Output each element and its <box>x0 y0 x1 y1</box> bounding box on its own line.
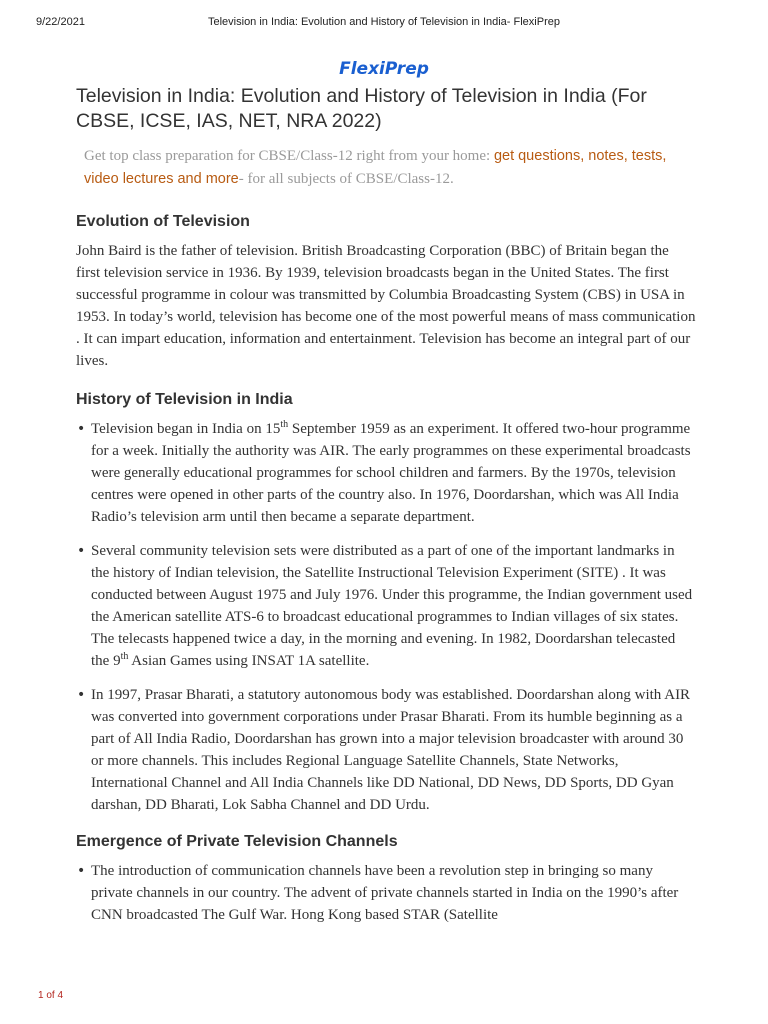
evolution-paragraph: John Baird is the father of television. British Broadcasting Corporation (BBC) of Britain began the first television service in 1936. By 1939, television broadcasts began in the United States. The first successful programme in colour was transmitted by Columbia Broadcasting System (CBS) in USA in 1953. In today’s world, television has become one of the most powerful means of mass communication . It can impart education, information and entertainment. Television has become an integral part of our lives. <box>76 243 696 369</box>
history-list <box>76 418 696 816</box>
heading-evolution: Evolution of Television <box>76 213 250 230</box>
bullet-icon: • <box>77 543 86 559</box>
brand-logo[interactable]: FlexiPrep <box>339 59 429 79</box>
private-bullet-1: The introduction of communication channels have been a revolution step in bringing so many private channels in our country. The advent of private channels started in India on the 1990’s after CNN broadcasted The Gulf War. Hong Kong based STAR (Satellite <box>91 863 679 923</box>
article-content <box>76 210 696 940</box>
history-bullet-1b: September 1959 as an experiment. It offered two-hour programme for a week. Initially the authority was AIR. The early programmes on these experimental broadcasts were generally educational programmes for school children and farmers. By the 1970s, television centres were opened in other parts of the country also. In 1976, Doordarshan, which was All India Radio’s television arm until then became a separate department. <box>91 421 691 525</box>
promo-link[interactable]: get questions, notes, tests, video lectures and more <box>84 148 667 187</box>
list-item <box>77 418 696 528</box>
history-bullet-3: In 1997, Prasar Bharati, a statutory autonomous body was established. Doordarshan along with AIR was converted into government corporations under Prasar Bharati. From its humble beginning as a part of All India Radio, Doordarshan has grown into a major television broadcaster with around 30 or more channels. This includes Regional Language Satellite Channels, State Networks, International Channel and All India Channels like DD National, DD News, DD Sports, DD Gyan darshan, DD Bharati, Lok Sabha Channel and DD Urdu. <box>91 687 691 813</box>
bullet-icon: • <box>77 421 86 437</box>
print-header <box>0 16 768 32</box>
list-item <box>77 540 696 672</box>
list-item <box>77 860 696 926</box>
history-bullet-1a: Television began in India on 15 <box>91 421 281 437</box>
list-item <box>77 684 696 816</box>
history-bullet-2b: Asian Games using INSAT 1A satellite. <box>128 653 370 669</box>
promo-text <box>84 145 684 191</box>
private-list <box>76 860 696 926</box>
bullet-icon: • <box>77 687 86 703</box>
history-bullet-2-sup: th <box>120 651 129 662</box>
heading-private-channels: Emergence of Private Television Channels <box>76 833 398 850</box>
heading-history: History of Television in India <box>76 391 293 408</box>
bullet-icon: • <box>77 863 86 879</box>
print-document-title: Television in India: Evolution and History of Television in India- FlexiPrep <box>208 16 560 28</box>
history-bullet-1-sup: th <box>280 419 289 430</box>
page-title: Television in India: Evolution and History of Television in India (For CBSE, ICSE, IAS, NET, NRA 2022) <box>76 85 647 132</box>
print-date: 9/22/2021 <box>36 16 85 28</box>
history-bullet-2a: Several community television sets were distributed as a part of one of the important landmarks in the history of Indian television, the Satellite Instructional Television Experiment (SITE) . It was conducted between August 1975 and July 1976. Under this programme, the Indian government used the American satellite ATS-6 to broadcast educational programmes to Indian villages of six states. The telecasts happened twice a day, in the morning and evening. In 1982, Doordarshan telecasted the 9 <box>91 543 693 669</box>
page-count: 1 of 4 <box>38 990 64 1001</box>
promo-prefix: Get top class preparation for CBSE/Class-12 right from your home: <box>84 148 494 164</box>
promo-suffix: - for all subjects of CBSE/Class-12. <box>238 171 454 187</box>
